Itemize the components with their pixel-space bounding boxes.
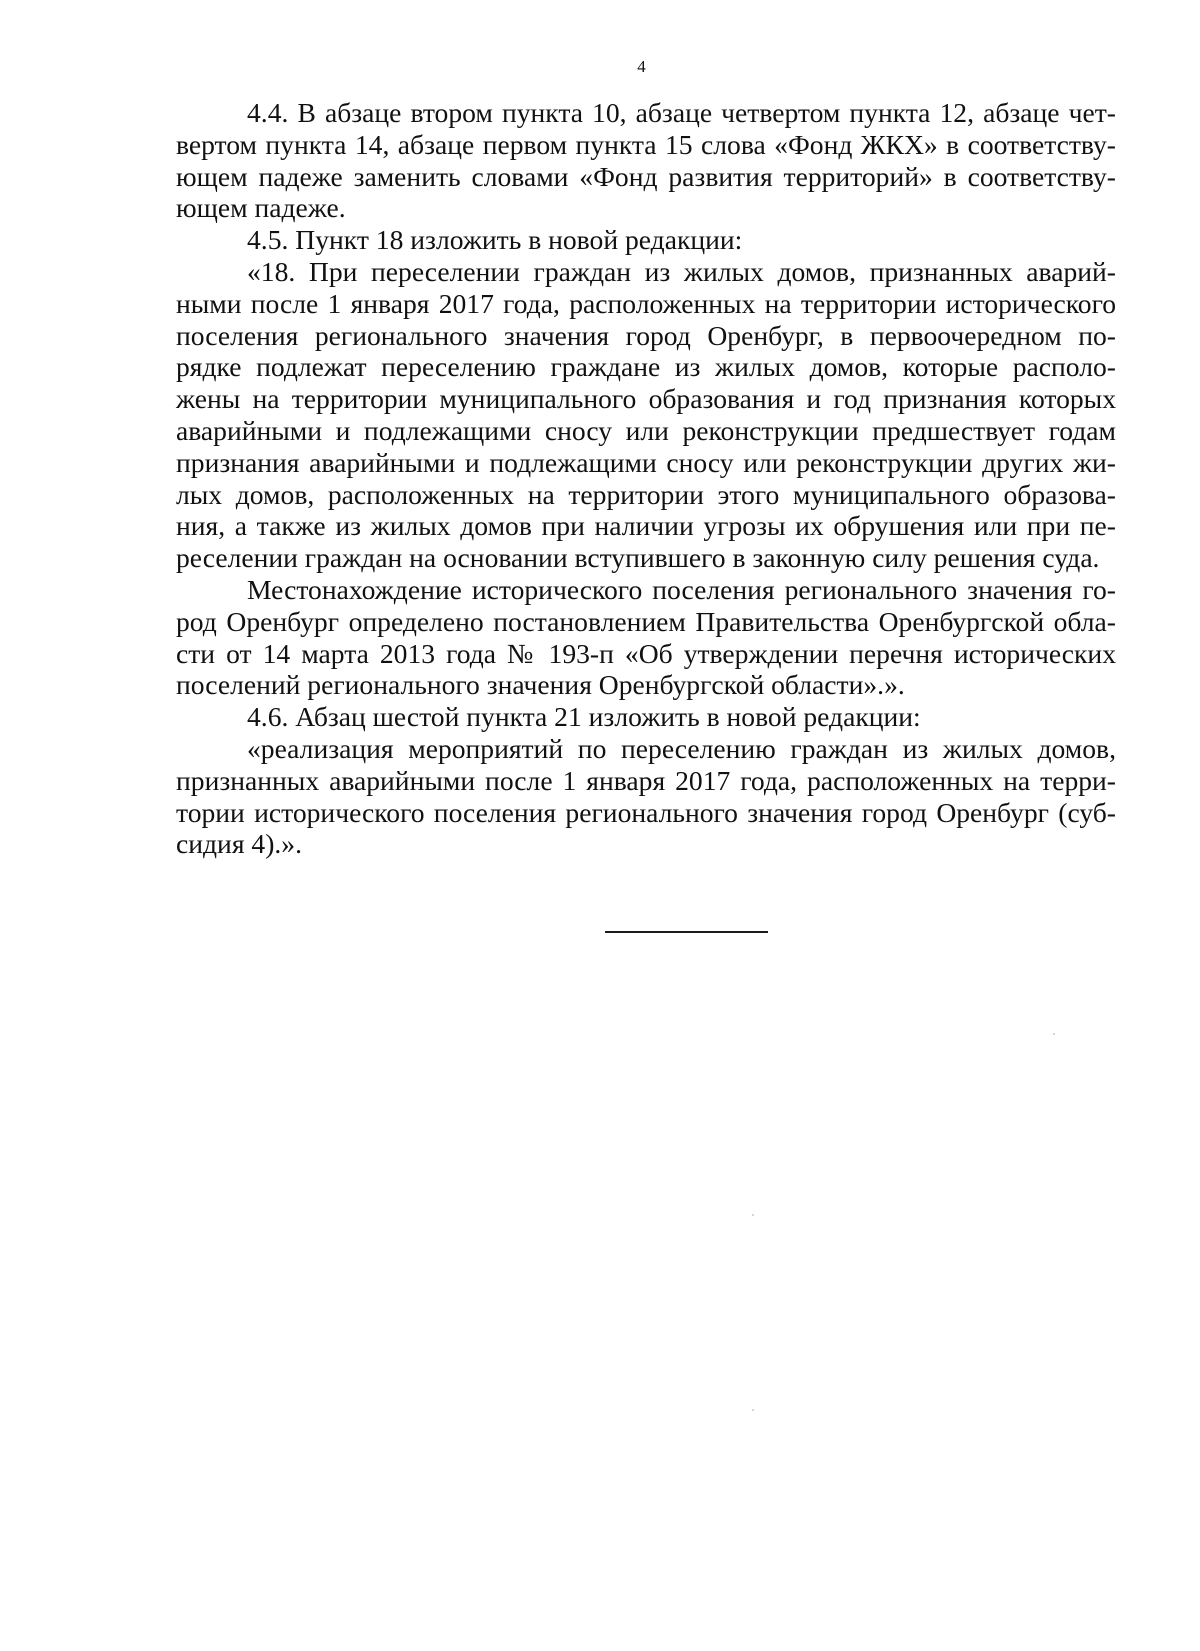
page-number: 4 xyxy=(637,57,646,76)
text-line: рядке подлежат переселению граждане из жилых домов, которые располо- xyxy=(176,351,1116,383)
text-line: лых домов, расположенных на территории этого муниципального образова- xyxy=(176,478,1116,510)
paragraph-location xyxy=(176,574,1116,701)
paragraph-point-18 xyxy=(176,256,1116,574)
scan-speck xyxy=(752,1214,754,1216)
text-line: 4.5. Пункт 18 изложить в новой редакции: xyxy=(247,224,743,256)
text-line: тории исторического поселения регионального значения город Оренбург (суб- xyxy=(176,796,1116,828)
text-line: признания аварийными и подлежащими сносу или реконструкции других жи- xyxy=(176,446,1116,478)
paragraph-4-4 xyxy=(176,97,1116,224)
document-body xyxy=(176,97,1116,860)
paragraph-4-6 xyxy=(176,701,1116,733)
text-line: признанных аварийными после 1 января 2017 года, расположенных на терри- xyxy=(176,764,1116,796)
text-line: Местонахождение исторического поселения регионального значения го- xyxy=(247,573,1116,605)
text-line: сидия 4).». xyxy=(176,828,302,860)
scan-speck xyxy=(752,1409,754,1411)
text-line: поселений регионального значения Оренбургской области».». xyxy=(176,669,905,701)
text-line: сти от 14 марта 2013 года № 193-п «Об утверждении перечня исторических xyxy=(176,637,1116,669)
paragraph-realization xyxy=(176,733,1116,860)
paragraph-4-5 xyxy=(176,224,1116,256)
text-line: вертом пункта 14, абзаце первом пункта 15 слова «Фонд ЖКХ» в соответству- xyxy=(176,128,1116,160)
text-line: жены на территории муниципального образования и год признания которых xyxy=(176,383,1116,415)
text-line: род Оренбург определено постановлением Правительства Оренбургской обла- xyxy=(176,605,1116,637)
text-line: 4.6. Абзац шестой пункта 21 изложить в новой редакции: xyxy=(247,701,921,733)
text-line: поселения регионального значения город Оренбург, в первоочередном по- xyxy=(176,319,1116,351)
scan-speck xyxy=(1053,1033,1055,1035)
text-line: аварийными и подлежащими сносу или реконструкции предшествует годам xyxy=(176,414,1116,446)
text-line: «18. При переселении граждан из жилых домов, признанных аварий- xyxy=(247,255,1116,287)
text-line: ющем падеже. xyxy=(176,192,346,224)
text-line: «реализация мероприятий по переселению граждан из жилых домов, xyxy=(247,732,1116,764)
text-line: ными после 1 января 2017 года, расположенных на территории исторического xyxy=(176,287,1116,319)
end-separator-line xyxy=(605,931,768,933)
text-line: ния, а также из жилых домов при наличии угрозы их обрушения или при пе- xyxy=(176,510,1116,542)
text-line: реселении граждан на основании вступившего в законную силу решения суда. xyxy=(176,542,1100,574)
text-line: ющем падеже заменить словами «Фонд развития территорий» в соответству- xyxy=(176,160,1116,192)
text-line: 4.4. В абзаце втором пункта 10, абзаце четвертом пункта 12, абзаце чет- xyxy=(247,97,1116,128)
